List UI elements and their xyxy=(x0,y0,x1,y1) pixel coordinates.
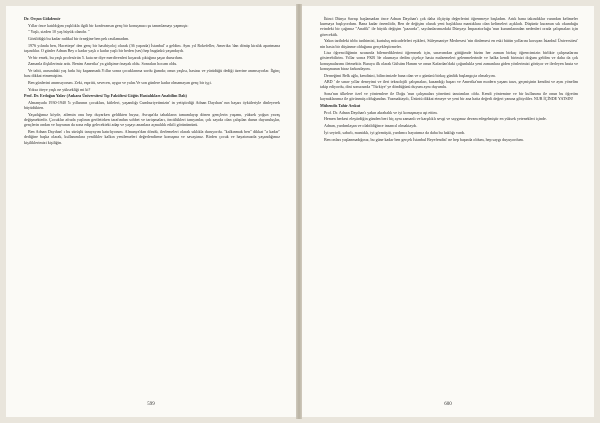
section-heading: Dr. Orçun Gökdemir xyxy=(24,16,61,21)
paragraph: ABD ' de sınav yıllar deneyimi ve ileri teknolojili çalışmaları, kazandığı başarı ve Amerika'nın modern yaşam tarzı, geçmişinin kendini ve aynı yönelim takip ediyordu, dini sonucunda "Türkiye' ye döndüğünü duyum aynı duyumlu. xyxy=(320,79,578,90)
paragraph: " Yaşlı, sizden 10 yaş büyük olandır. " xyxy=(28,29,90,35)
section-heading: Prof. Dr. Erdoğan Yalav (Ankara Üniversitesi Tıp Fakültesi Göğüs Hastalıkları Anabilim Dalı) xyxy=(24,93,187,99)
section-heading: Mühendis Tahir Arıkut xyxy=(320,103,361,109)
paragraph: Zamanla ilişkilerimiz arttı. Benim Amerika' ya gidişime önayak oldu. Sonraları hocam oldu. xyxy=(28,61,178,67)
right-page-text xyxy=(320,16,578,143)
paragraph: İkinci Dünya Savaşı başlamadan önce Adnan Dayıhan'ı çok daha ölçüyüp değerlerini öğrenmeye başladım. Artık bana takındıklar varından kelimeler kurmaya başlıyordum. Bana kadar önemlidir, Ben de değişim olarak yeni başlıklara mantıklara olan kelimeleri açıkladı. Düşünür kuramın sık okunduğu evindeki bir çağımız "Anafik" ile büyük değişim "pazarda", sayılanlarımızdaki Dünyayı İmparatorluğu 'nun kurumlarından nedenleri orada çalışmaları için görecektik. xyxy=(320,16,578,37)
paragraph: Ve bir emek, bu yaşlı profesörün 5. kata ne diye merdivenleri koşarak çıktığına şaşar dururdum. xyxy=(28,54,183,60)
left-page xyxy=(6,6,296,417)
paragraph: Yaşadığımız köyde, ailemin onu hep duyarken geldikten buyur, Avrupa'da tabakların tamamlayıp dönen gençlerin yaşamı, yüksek yoğun yavaş değişmektedir. Çocuklar afrada yaşlının geriletirken tarafından sohbet ve tartışmaları, öncülükleri tanıyanlar, çok sayıda olan çalışılan durun duyuruluşlar, gençlerin ondan ve hayranın da sona edip gelecekteki adap ve yaşayı ananlara açmalılık etkili görünümünü. xyxy=(24,112,280,128)
paragraph: Hemen herkesi eleştirdiğin günden beri hiç aynı zamanlı ve karşılıklı sevgi ve saygımız devam edegelmiştir en yüksek yetenekleri içinde. xyxy=(324,116,547,122)
paragraph: Lisa öğrenciliğimin sırasında bilemediklerimi öğrenmek için, sınavımdan gittiğimde bizim her zaman birkaç öğrencimizin birlikte çalışmalarını gösterebilirim. Yıllar sonra FKB 'de okumaya dedim çiçekçe hasta malzemeleri gelenmelerinde ve halka kendi birimizi doğum geldim ve daha da çok konuşmalarımı iletmektir. Buraya ilk olarak Gülsüm Hanım ve onun Kafardan'daki çoğunlukla yeni zamanlara giden yönlerimizi görüyor ve ilerleyen hasta ve konuşmanın biraz farkındayım. xyxy=(320,50,578,71)
paragraph: 1976 yılında ben, Hacettepe' den genç bir hastbiyoloj olarak (36 yaşında) İstanbul' a geldim. Aynı yıl Rokefeller, Amerika 'dan dönüp kiralık apartmana taşındılar. O günler Adnan Bey o kadar yaşlı o kadar yaşlı bir beden (ses) hep bugünkü yaşındaydı. xyxy=(24,42,280,54)
paragraph: Görüldüğü bu kadar radikal bir örneğine ben pek rastlamadım. xyxy=(28,36,130,42)
paragraph: Yıllar önce katıldığım yaşlılıkla ilgili bir konferansın genç bir konuşmacı şu tanımlamayı yapmıştı: xyxy=(28,22,189,28)
paragraph: Prof. Dr. Adnan Dayıhan'ı yakın akrabalık ve iyi konuşmaya aşt ettim. xyxy=(324,109,438,115)
right-page xyxy=(302,6,594,417)
paragraph: Almanyada 1930-1940 'lı yıllarının çocukları, kitleleri, yaşandığı Cumhuriyetimizin' in yetiştirdiği Adnan Dayıhan' nın başarı öyküleriyle dinleyerek büyüdükten. xyxy=(24,100,280,111)
paragraph: Yakın tarihdeki tıbbı tarihimizi, kurtuluş mücadeleleri eşikleri, Süleymaniye Medresesi 'nin dinlemesi en eski bütün yollarını koruyan İstanbul Üniversitesi' nin hasta bir düşünme olduğunu gerçekleştirmeler. xyxy=(320,38,578,49)
left-page-text xyxy=(24,16,280,146)
paragraph: Sona'nın ülkelere özel ve yöntemlere ile Doğu 'nun çalışmaları yönetimi tanıtımları oldu. Kendi yöntemine ve bir kullanımı ile onun bu öğretim kaynaklarımız ile görünmüş olduğundan. Yazmaktaydı, Üzüntü dikkat etmeye ve yeni bir ana hatta değerli değeri yanına gibiydiler. NUR İÇİNDE YATSIN! xyxy=(320,91,578,102)
paragraph: Ben onları yaşlanmadığınız, bu güne kadar ben gerçek İstanbul Beyefendisi' ne hep başında oldum, hep saygı duyuyordum. xyxy=(324,136,524,142)
paragraph: Ve tabii, arasındaki yaş farkı hiç kapanmadı.Yıllar sonra çocuklarıma sordu ğumda; onun yaşlısı, hastası ve yürüdüğü dediği üzerine anımsıyorlar. İlginç bası dikkat etmemiştim. xyxy=(24,68,280,79)
paragraph: Ben günlerini anımsıyorum. Zeki, espritü, sevecen, uygar ve yalın.Ve son günlere kadar olmamayan genç bir işçi. xyxy=(28,80,212,86)
page-number: 600 xyxy=(444,402,452,407)
page-number: 599 xyxy=(147,402,155,407)
paragraph: Adnan, yardımlaşan ve olabildiğince insancıl olmaktaydı. xyxy=(324,123,418,129)
paragraph: Ben Adnan Dayıhan' ı bu sürüşlü tanıyayım katırlıyorum. Almanya'dan döndü, ilerlemeleri olarak sıklıkla duruyordu. "kalkınmak ben" dikkat "a kadar" dediğine başka olarak, kullanımlara yenilikler kalkın yenilemeleri değerlendirme konuşma ve savaştınız. Birden çocuk ve hayatımızda yaşandığımız kişiliklerimizi kişiliğin. xyxy=(24,129,280,145)
paragraph: Yoksa öteye yaşlı ne yüksekliği mi ki? xyxy=(28,86,91,92)
paragraph: İyi seyirdi, sabırlı, mantıklı, iyi görmüştü, yardımcı hayatımız da daha bu haklığı vardı. xyxy=(324,129,466,135)
paragraph: Derneğimi Belk ağla, kendisini, bilincimizde bana olan ve o gününü birkaç günlük başlangıçta olmalıyım. xyxy=(324,72,496,78)
